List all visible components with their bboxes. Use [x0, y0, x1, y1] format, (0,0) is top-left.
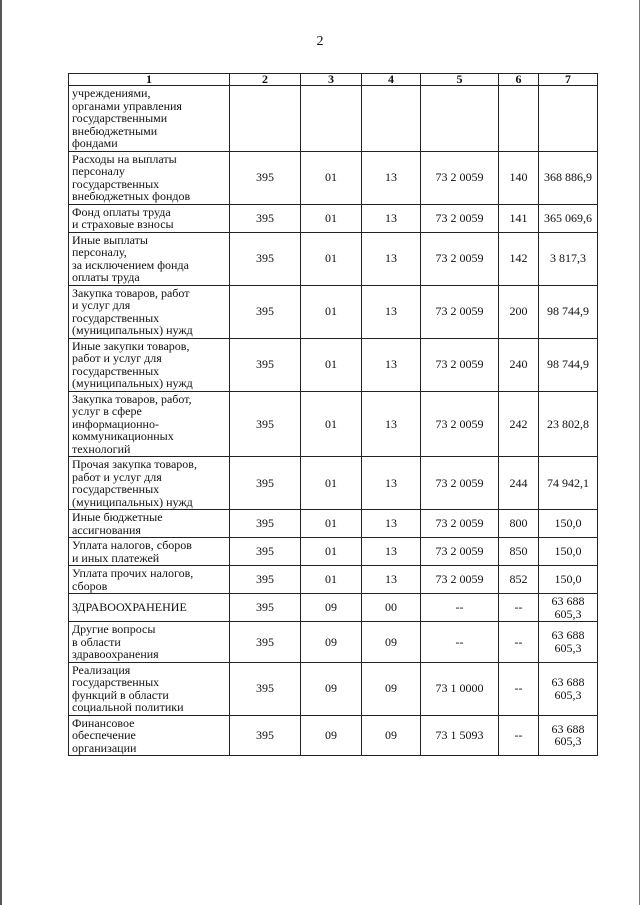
table-row [69, 510, 598, 538]
cell-c6: 800 [499, 510, 539, 538]
cell-c2: 395 [230, 391, 301, 457]
cell-c4: 09 [362, 622, 421, 663]
row-description [69, 285, 230, 338]
cell-c5: 73 2 0059 [421, 391, 499, 457]
row-description [69, 86, 230, 152]
description-line: организации [72, 740, 137, 755]
cell-c3: 01 [301, 538, 362, 566]
table-row [69, 285, 598, 338]
table-body [69, 86, 598, 756]
description-line: и страховые взносы [72, 217, 174, 231]
description-line: Расходы на выплаты [72, 151, 177, 166]
cell-c2 [230, 86, 301, 152]
cell-c5: 73 2 0059 [421, 151, 499, 204]
cell-c7: 150,0 [539, 566, 598, 594]
description-line: коммуникационных [72, 429, 174, 443]
table-row [69, 86, 598, 152]
description-line: Фонд оплаты труда [72, 204, 171, 219]
description-line: ЗДРАВООХРАНЕНИЕ [72, 600, 187, 615]
cell-c3: 01 [301, 391, 362, 457]
description-line: функций в области [72, 687, 169, 702]
header-row [69, 74, 598, 86]
cell-c7: 63 688 605,3 [539, 715, 598, 756]
table-row [69, 204, 598, 232]
row-description [69, 391, 230, 457]
table-row [69, 151, 598, 204]
header-cell: 4 [362, 74, 421, 86]
cell-c7: 3 817,3 [539, 232, 598, 285]
cell-c4 [362, 86, 421, 152]
cell-c7: 368 886,9 [539, 151, 598, 204]
cell-c6: 244 [499, 457, 539, 510]
cell-c2: 395 [230, 232, 301, 285]
description-line: государственных [72, 310, 160, 325]
description-line: учреждениями, [72, 86, 151, 100]
table-row [69, 391, 598, 457]
description-line: сборов [72, 578, 108, 593]
cell-c7 [539, 86, 598, 152]
cell-c3: 09 [301, 594, 362, 622]
cell-c4: 13 [362, 285, 421, 338]
description-line: персоналу [72, 164, 125, 178]
row-description [69, 715, 230, 756]
header-cell: 7 [539, 74, 598, 86]
description-line: работ и услуг для [72, 469, 162, 484]
table-row [69, 715, 598, 756]
cell-c6: 140 [499, 151, 539, 204]
header-cell: 5 [421, 74, 499, 86]
table-row [69, 457, 598, 510]
cell-c5: 73 2 0059 [421, 510, 499, 538]
cell-c4: 13 [362, 151, 421, 204]
cell-c6: 242 [499, 391, 539, 457]
cell-c3: 09 [301, 715, 362, 756]
cell-c5: -- [421, 594, 499, 622]
table-row [69, 566, 598, 594]
cell-c4: 00 [362, 594, 421, 622]
cell-c5: 73 2 0059 [421, 285, 499, 338]
header-cell: 2 [230, 74, 301, 86]
cell-c7: 23 802,8 [539, 391, 598, 457]
description-line: Иные выплаты [72, 232, 148, 247]
description-line: Финансовое [72, 715, 135, 730]
cell-c7: 63 688 605,3 [539, 662, 598, 715]
cell-c4: 13 [362, 510, 421, 538]
cell-c4: 13 [362, 457, 421, 510]
cell-c5: 73 2 0059 [421, 457, 499, 510]
description-line: социальной политики [72, 700, 184, 714]
description-line: здравоохранения [72, 647, 159, 661]
cell-c3: 01 [301, 232, 362, 285]
row-description [69, 232, 230, 285]
cell-c6: -- [499, 715, 539, 756]
description-line: (муниципальных) нужд [72, 376, 193, 390]
description-line: Прочая закупка товаров, [72, 457, 197, 471]
description-line: фондами [72, 136, 118, 150]
cell-c2: 395 [230, 338, 301, 391]
description-line: государственных [72, 482, 160, 496]
cell-c7: 98 744,9 [539, 285, 598, 338]
cell-c5: 73 2 0059 [421, 204, 499, 232]
table-row [69, 662, 598, 715]
table-row [69, 338, 598, 391]
cell-c6: -- [499, 622, 539, 663]
row-description [69, 622, 230, 663]
cell-c3: 01 [301, 457, 362, 510]
header-cell: 3 [301, 74, 362, 86]
description-line: оплаты труда [72, 270, 140, 284]
cell-c3: 01 [301, 204, 362, 232]
description-line: государственных [72, 363, 160, 378]
description-line: обеспечение [72, 728, 136, 742]
description-line: государственных [72, 176, 160, 191]
cell-c6: 141 [499, 204, 539, 232]
description-line: Уплата прочих налогов, [72, 566, 194, 580]
description-line: Уплата налогов, сборов [72, 538, 192, 552]
description-line: и иных платежей [72, 550, 160, 565]
cell-c3 [301, 86, 362, 152]
row-description [69, 151, 230, 204]
description-line: Реализация [72, 662, 131, 677]
header-cell: 1 [69, 74, 230, 86]
cell-c3: 01 [301, 338, 362, 391]
cell-c6: 852 [499, 566, 539, 594]
cell-c2: 395 [230, 622, 301, 663]
description-line: в области [72, 634, 121, 649]
description-line: и услуг для [72, 298, 131, 312]
table-row [69, 232, 598, 285]
description-line: Другие вопросы [72, 622, 156, 636]
cell-c7: 63 688 605,3 [539, 594, 598, 622]
description-line: (муниципальных) нужд [72, 323, 193, 337]
description-line: услуг в сфере [72, 404, 142, 418]
cell-c3: 01 [301, 510, 362, 538]
cell-c7: 98 744,9 [539, 338, 598, 391]
description-line: информационно- [72, 416, 159, 431]
cell-c6: 200 [499, 285, 539, 338]
table-row [69, 594, 598, 622]
table-row [69, 622, 598, 663]
cell-c4: 13 [362, 391, 421, 457]
description-line: Иные закупки товаров, [72, 338, 190, 353]
cell-c3: 09 [301, 662, 362, 715]
cell-c6 [499, 86, 539, 152]
description-line: внебюджетными [72, 123, 158, 138]
cell-c6: 240 [499, 338, 539, 391]
cell-c4: 13 [362, 338, 421, 391]
description-line: работ и услуг для [72, 351, 162, 365]
description-line: технологий [72, 441, 131, 456]
cell-c4: 13 [362, 232, 421, 285]
cell-c5: 73 1 5093 [421, 715, 499, 756]
budget-table [68, 73, 598, 756]
cell-c3: 01 [301, 566, 362, 594]
cell-c2: 395 [230, 510, 301, 538]
cell-c3: 01 [301, 285, 362, 338]
header-cell: 6 [499, 74, 539, 86]
cell-c2: 395 [230, 457, 301, 510]
cell-c2: 395 [230, 285, 301, 338]
description-line: государственных [72, 675, 160, 689]
cell-c7: 150,0 [539, 510, 598, 538]
cell-c2: 395 [230, 151, 301, 204]
row-description [69, 594, 230, 622]
cell-c4: 13 [362, 538, 421, 566]
description-line: внебюджетных фондов [72, 189, 191, 203]
cell-c4: 13 [362, 566, 421, 594]
cell-c5: 73 2 0059 [421, 338, 499, 391]
table-row [69, 538, 598, 566]
cell-c7: 74 942,1 [539, 457, 598, 510]
cell-c7: 150,0 [539, 538, 598, 566]
cell-c3: 01 [301, 151, 362, 204]
description-line: государственными [72, 111, 168, 125]
description-line: (муниципальных) нужд [72, 494, 193, 509]
cell-c7: 63 688 605,3 [539, 622, 598, 663]
cell-c6: -- [499, 594, 539, 622]
cell-c2: 395 [230, 715, 301, 756]
cell-c5: 73 2 0059 [421, 538, 499, 566]
cell-c5: -- [421, 622, 499, 663]
description-line: за исключением фонда [72, 257, 189, 272]
cell-c2: 395 [230, 594, 301, 622]
page-number: 2 [316, 34, 324, 49]
row-description [69, 204, 230, 232]
cell-c6: -- [499, 662, 539, 715]
description-line: ассигнования [72, 522, 141, 537]
description-line: органами управления [72, 98, 182, 113]
description-line: Закупка товаров, работ, [72, 391, 192, 406]
row-description [69, 566, 230, 594]
row-description [69, 457, 230, 510]
cell-c5: 73 2 0059 [421, 232, 499, 285]
cell-c6: 850 [499, 538, 539, 566]
cell-c5: 73 1 0000 [421, 662, 499, 715]
description-line: персоналу, [72, 245, 127, 259]
cell-c2: 395 [230, 662, 301, 715]
cell-c4: 09 [362, 662, 421, 715]
cell-c2: 395 [230, 566, 301, 594]
row-description [69, 510, 230, 538]
cell-c5: 73 2 0059 [421, 566, 499, 594]
page-edge-left [0, 0, 2, 905]
cell-c7: 365 069,6 [539, 204, 598, 232]
cell-c5 [421, 86, 499, 152]
cell-c3: 09 [301, 622, 362, 663]
row-description [69, 538, 230, 566]
cell-c2: 395 [230, 538, 301, 566]
cell-c6: 142 [499, 232, 539, 285]
cell-c2: 395 [230, 204, 301, 232]
cell-c4: 13 [362, 204, 421, 232]
row-description [69, 662, 230, 715]
row-description [69, 338, 230, 391]
description-line: Закупка товаров, работ [72, 285, 190, 300]
description-line: Иные бюджетные [72, 510, 163, 524]
cell-c4: 09 [362, 715, 421, 756]
